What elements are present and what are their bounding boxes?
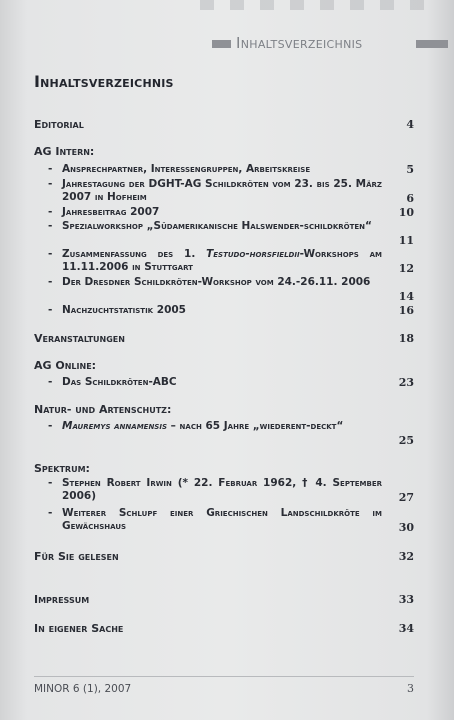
toc-entry-editorial[interactable] <box>34 118 414 131</box>
toc-section-label: Impressum <box>34 593 90 606</box>
toc-entry-veranstaltungen[interactable] <box>34 332 414 345</box>
toc-page-number: 34 <box>398 622 414 635</box>
toc-page-number: 14 <box>398 290 414 303</box>
toc-page-number: 33 <box>398 593 414 606</box>
toc-item[interactable]: - Nachzuchtstatistik 2005 <box>48 304 186 316</box>
toc-item[interactable]: - Weiterer Schlupf einer Griechischen Landschildkröte im Gewächshaus <box>48 507 382 532</box>
toc-item[interactable]: - Mauremys annamensis – nach 65 Jahre „wiederent-deckt“ <box>48 420 344 432</box>
footer-page-number: 3 <box>407 682 414 695</box>
toc-item[interactable]: - Der Dresdner Schildkröten-Workshop vom 24.-26.11. 2006 <box>48 276 371 288</box>
toc-page-number: 12 <box>398 262 414 275</box>
toc-item[interactable]: - Ansprechpartner, Interessengruppen, Arbeitskreise <box>48 163 311 175</box>
toc-page-number: 25 <box>398 434 414 447</box>
toc-page-number: 16 <box>398 304 414 317</box>
toc-page-number: 10 <box>398 206 414 219</box>
toc-section-label: In eigener Sache <box>34 622 124 635</box>
footer-journal: MINOR 6 (1), 2007 <box>34 683 132 695</box>
toc-entry-fuer-sie-gelesen[interactable] <box>34 550 414 563</box>
top-edge-marks <box>200 0 430 10</box>
toc-section-label: Veranstaltungen <box>34 332 125 345</box>
toc-section-ag-online <box>34 359 414 372</box>
toc-section-label: Natur- und Artenschutz: <box>34 403 172 416</box>
toc-entry-in-eigener-sache[interactable] <box>34 622 414 635</box>
toc-page-number: 4 <box>406 118 414 131</box>
toc-page-number: 6 <box>406 192 414 205</box>
toc-section-natur <box>34 403 414 416</box>
toc-page-number: 11 <box>398 234 414 247</box>
running-header-title: Inhaltsverzeichnis <box>236 34 363 52</box>
toc-item[interactable]: - Spezialworkshop „Südamerikanische Halswender-schildkröten“ <box>48 220 372 232</box>
toc-item[interactable]: - Das Schildkröten-ABC <box>48 376 177 388</box>
toc-section-label: AG Intern: <box>34 145 95 158</box>
footer-divider <box>34 676 414 677</box>
toc-section-spektrum <box>34 462 414 475</box>
running-header <box>212 34 448 52</box>
page-title: Inhaltsverzeichnis <box>34 72 174 91</box>
header-bar-right <box>416 40 448 48</box>
toc-page-number: 18 <box>398 332 414 345</box>
toc-page-number: 23 <box>398 376 414 389</box>
toc-section-label: Editorial <box>34 118 84 131</box>
toc-section-label: AG Online: <box>34 359 97 372</box>
toc-item[interactable]: - Jahresbeitrag 2007 <box>48 206 160 218</box>
toc-page-number: 32 <box>398 550 414 563</box>
header-bar-left <box>212 40 231 48</box>
toc-item[interactable]: - Zusammenfassung des 1. Testudo-horsfieldii-Workshops am 11.11.2006 in Stuttgart <box>48 248 382 273</box>
toc-section-ag-intern <box>34 145 414 158</box>
toc-entry-impressum[interactable] <box>34 593 414 606</box>
toc-item[interactable]: - Stephen Robert Irwin (* 22. Februar 1962, † 4. September 2006) <box>48 477 382 502</box>
toc-item[interactable]: - Jahrestagung der DGHT-AG Schildkröten vom 23. bis 25. März 2007 in Hofheim <box>48 178 382 203</box>
toc-page-number: 30 <box>398 521 414 534</box>
toc-section-label: Für Sie gelesen <box>34 550 119 563</box>
toc-page-number: 27 <box>398 491 414 504</box>
toc-page-number: 5 <box>406 163 414 176</box>
toc-section-label: Spektrum: <box>34 462 90 475</box>
